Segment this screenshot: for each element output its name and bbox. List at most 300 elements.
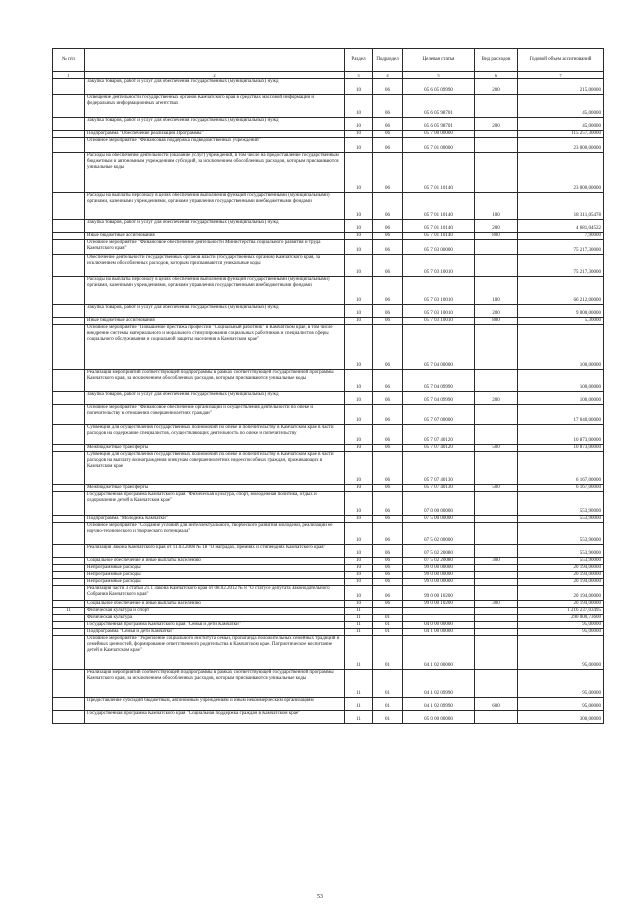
row-amount: 5,30000: [518, 318, 604, 325]
row-subsection: 06: [373, 118, 403, 131]
row-name: Реализация мероприятий соответствующей подпрограммы в рамках соответствующей государственной программы Камчатского края, за исключением обособленных расходов, которым присваиваются уникальные коды: [85, 370, 345, 392]
row-name: Закупка товаров, работ и услуг для обеспечения государственных (муниципальных) нужд: [85, 220, 345, 233]
table-row: [53, 545, 604, 558]
row-name: Непрограммные расходы: [85, 579, 345, 586]
row-name: Непрограммные расходы: [85, 572, 345, 579]
table-row: [53, 572, 604, 579]
table-row: [53, 608, 604, 615]
row-target-item: 07 5 02 20080: [403, 545, 475, 558]
table-row: [53, 277, 604, 305]
row-name: Межбюджетные трансферты: [85, 445, 345, 452]
row-expense-type: 200: [475, 220, 518, 233]
row-number: [53, 711, 85, 724]
header-annual-amount: Годовой объем ассигнований: [518, 49, 604, 72]
row-target-item: 07 5 00 00000: [403, 516, 475, 523]
row-target-item: 05 7 04 09990: [403, 370, 475, 392]
row-expense-type: [475, 240, 518, 255]
row-expense-type: [475, 516, 518, 523]
row-target-item: 05 6 05 09990: [403, 79, 475, 95]
row-section: 11: [345, 698, 373, 711]
table-row: [53, 425, 604, 445]
row-subsection: 06: [373, 445, 403, 452]
row-section: 10: [345, 95, 373, 118]
row-number: [53, 305, 85, 318]
row-expense-type: [475, 636, 518, 670]
row-name: Расходы на выплаты персоналу в целях обеспечения выполнения функций государственными (муниципальными) органами, казенными учреждениями, органами управления государственными внебюджетными фондами: [85, 277, 345, 305]
row-section: 10: [345, 131, 373, 138]
row-amount: 553,90000: [518, 545, 604, 558]
row-target-item: 07 5 02 20080: [403, 558, 475, 565]
row-section: 10: [345, 277, 373, 305]
row-amount: 45,00000: [518, 95, 604, 118]
row-target-item: 07 5 02 00000: [403, 523, 475, 545]
row-subsection: 06: [373, 370, 403, 392]
row-target-item: 04 1 02 09990: [403, 698, 475, 711]
row-name: Государственная программа Камчатского края "Физическая культура, спорт, молодежная политика, отдых и оздоровление детей в Камчатском крае": [85, 492, 345, 516]
row-subsection: 06: [373, 318, 403, 325]
table-row: [53, 118, 604, 131]
row-target-item: 05 7 07 40130: [403, 452, 475, 485]
row-section: 11: [345, 622, 373, 629]
table-row: [53, 586, 604, 601]
row-number: [53, 325, 85, 370]
row-number: [53, 545, 85, 558]
row-number: [53, 445, 85, 452]
row-section: 10: [345, 392, 373, 405]
row-target-item: 05 7 04 09990: [403, 392, 475, 405]
row-subsection: 06: [373, 565, 403, 572]
table-row: [53, 558, 604, 565]
row-expense-type: [475, 452, 518, 485]
row-number: [53, 240, 85, 255]
row-subsection: 06: [373, 425, 403, 445]
row-amount: 20 194,00000: [518, 601, 604, 608]
row-amount: 95,00000: [518, 622, 604, 629]
row-subsection: 01: [373, 670, 403, 698]
table-row: [53, 636, 604, 670]
table-row: [53, 622, 604, 629]
row-amount: 23 000,00000: [518, 153, 604, 193]
row-expense-type: 200: [475, 118, 518, 131]
header-target-item: Целевая статья: [403, 49, 475, 72]
row-target-item: 05 7 03 10010: [403, 305, 475, 318]
table-row: [53, 255, 604, 277]
table-row: [53, 79, 604, 95]
row-section: 10: [345, 255, 373, 277]
row-target-item: 04 1 02 09990: [403, 670, 475, 698]
row-number: [53, 233, 85, 240]
row-section: 10: [345, 240, 373, 255]
column-index: 2: [85, 72, 345, 79]
row-amount: 10 873,00000: [518, 425, 604, 445]
table-row: [53, 220, 604, 233]
row-section: 10: [345, 485, 373, 492]
row-section: 11: [345, 636, 373, 670]
row-section: 10: [345, 492, 373, 516]
table-row: [53, 193, 604, 220]
column-index: 1: [53, 72, 85, 79]
row-section: 10: [345, 565, 373, 572]
row-expense-type: 500: [475, 485, 518, 492]
row-number: [53, 318, 85, 325]
row-expense-type: [475, 492, 518, 516]
row-section: 10: [345, 572, 373, 579]
table-row: [53, 711, 604, 724]
row-number: [53, 523, 85, 545]
row-subsection: 06: [373, 485, 403, 492]
row-section: 10: [345, 193, 373, 220]
row-subsection: 01: [373, 636, 403, 670]
row-expense-type: 300: [475, 601, 518, 608]
row-section: 10: [345, 579, 373, 586]
row-subsection: 06: [373, 325, 403, 370]
budget-table-sheet: [52, 48, 603, 724]
row-name: Закупка товаров, работ и услуг для обеспечения государственных (муниципальных) нужд: [85, 392, 345, 405]
row-section: 11: [345, 711, 373, 724]
row-section: 10: [345, 305, 373, 318]
table-row: [53, 516, 604, 523]
row-subsection: 06: [373, 95, 403, 118]
row-section: 10: [345, 79, 373, 95]
row-expense-type: [475, 565, 518, 572]
row-target-item: 05 7 03 10010: [403, 318, 475, 325]
row-expense-type: [475, 131, 518, 138]
row-section: 10: [345, 558, 373, 565]
row-subsection: 06: [373, 79, 403, 95]
row-target-item: 05 7 03 10010: [403, 255, 475, 277]
row-expense-type: [475, 572, 518, 579]
row-number: [53, 95, 85, 118]
table-row: [53, 452, 604, 485]
row-expense-type: [475, 370, 518, 392]
row-name: Государственная программа Камчатского края "Семья и дети Камчатки": [85, 622, 345, 629]
row-section: 10: [345, 220, 373, 233]
header-number: № п/п: [53, 49, 85, 72]
table-row: [53, 698, 604, 711]
row-name: Социальное обеспечение и иные выплаты населению: [85, 558, 345, 565]
column-index: 3: [345, 72, 373, 79]
row-expense-type: [475, 579, 518, 586]
table-header-row: [53, 49, 604, 72]
row-expense-type: 200: [475, 392, 518, 405]
row-expense-type: 600: [475, 698, 518, 711]
row-name: Иные бюджетные ассигнования: [85, 233, 345, 240]
row-subsection: 06: [373, 579, 403, 586]
header-name: [85, 49, 345, 72]
row-amount: 20 194,00000: [518, 565, 604, 572]
row-amount: 95,00000: [518, 636, 604, 670]
column-index: 5: [403, 72, 475, 79]
row-subsection: 01: [373, 615, 403, 622]
row-expense-type: [475, 608, 518, 615]
row-name: Закупка товаров, работ и услуг для обеспечения государственных (муниципальных) нужд: [85, 305, 345, 318]
row-amount: 17 040,00000: [518, 405, 604, 425]
row-section: 10: [345, 370, 373, 392]
row-subsection: [373, 608, 403, 615]
row-target-item: 05 7 01 10140: [403, 220, 475, 233]
row-section: 10: [345, 153, 373, 193]
row-expense-type: 100: [475, 193, 518, 220]
row-target-item: 05 6 05 98701: [403, 118, 475, 131]
row-number: [53, 153, 85, 193]
row-amount: 75 217,30000: [518, 240, 604, 255]
row-name: Основное мероприятие "Финансовое обеспечение организации и осуществления деятельности по опеке и попечительству в отношении совершеннолетних граждан": [85, 405, 345, 425]
budget-allocation-table: [52, 48, 604, 724]
row-amount: 100,00000: [518, 325, 604, 370]
row-expense-type: 200: [475, 305, 518, 318]
row-target-item: 05 7 07 00000: [403, 405, 475, 425]
row-number: [53, 572, 85, 579]
row-section: 11: [345, 615, 373, 622]
table-row: [53, 305, 604, 318]
row-subsection: 06: [373, 240, 403, 255]
row-expense-type: [475, 523, 518, 545]
column-index: 4: [373, 72, 403, 79]
row-name: Расходы на выплаты персоналу в целях обеспечения выполнения функций государственными (муниципальными) органами, казенными учреждениями, органами управления государственными внебюджетными фондами: [85, 193, 345, 220]
row-target-item: 04 1 02 00000: [403, 636, 475, 670]
row-amount: 45,00000: [518, 118, 604, 131]
table-row: [53, 615, 604, 622]
row-expense-type: 100: [475, 277, 518, 305]
row-target-item: 99 0 00 00000: [403, 565, 475, 572]
row-name: Основное мероприятие "Финансовое обеспечение деятельности Министерства социального развития и труда Камчатского края": [85, 240, 345, 255]
row-expense-type: [475, 255, 518, 277]
row-number: [53, 405, 85, 425]
row-name: Подпрограмма "Семья и дети Камчатки": [85, 629, 345, 636]
row-subsection: 01: [373, 629, 403, 636]
row-amount: 553,90000: [518, 492, 604, 516]
row-section: 10: [345, 545, 373, 558]
row-subsection: 06: [373, 153, 403, 193]
row-name: Физическая культура: [85, 615, 345, 622]
row-expense-type: [475, 153, 518, 193]
row-target-item: 05 7 01 10140: [403, 153, 475, 193]
row-expense-type: 200: [475, 79, 518, 95]
row-name: Иные бюджетные ассигнования: [85, 318, 345, 325]
row-target-item: [403, 615, 475, 622]
row-name: Реализация Закона Камчатского края от 11.03.2008 № 18 "О наградах, премиях и стипендиях Камчатского края": [85, 545, 345, 558]
row-section: 10: [345, 138, 373, 153]
row-number: [53, 629, 85, 636]
row-amount: 6 167,00000: [518, 452, 604, 485]
row-target-item: 05 7 07 40120: [403, 445, 475, 452]
row-target-item: 05 7 07 40120: [403, 425, 475, 445]
row-target-item: 99 0 00 10200: [403, 586, 475, 601]
table-row: [53, 131, 604, 138]
column-index-row: [53, 72, 604, 79]
table-row: [53, 670, 604, 698]
row-amount: 215,00000: [518, 79, 604, 95]
table-body: [53, 79, 604, 724]
row-expense-type: [475, 622, 518, 629]
row-target-item: 04 0 00 00000: [403, 622, 475, 629]
row-amount: 6 167,00000: [518, 485, 604, 492]
row-name: Освещение деятельности государственных органов Камчатского края в средствах массовой информации и федеральных информационных агентствах: [85, 95, 345, 118]
row-number: [53, 277, 85, 305]
row-section: 10: [345, 601, 373, 608]
page-number: 53: [317, 894, 323, 900]
row-name: Социальное обеспечение и иные выплаты населению: [85, 601, 345, 608]
row-expense-type: [475, 629, 518, 636]
row-number: [53, 615, 85, 622]
table-row: [53, 405, 604, 425]
row-name: Основное мероприятие "Повышение престижа профессии "Социальный работник" в Камчатском крае, в том числе внедрение системы материального и морального стимулирования социальных работников и специалистов сферы социального обслуживания и социальной защиты населения в Камчатском крае": [85, 325, 345, 370]
row-subsection: 06: [373, 572, 403, 579]
row-section: 10: [345, 405, 373, 425]
table-row: [53, 138, 604, 153]
row-amount: 100,00000: [518, 392, 604, 405]
row-section: 10: [345, 118, 373, 131]
row-number: [53, 425, 85, 445]
row-amount: 300,00000: [518, 711, 604, 724]
row-subsection: 06: [373, 138, 403, 153]
row-expense-type: [475, 95, 518, 118]
row-number: [53, 255, 85, 277]
row-number: [53, 452, 85, 485]
row-amount: 95,00000: [518, 698, 604, 711]
row-section: 10: [345, 325, 373, 370]
row-target-item: 99 0 00 00000: [403, 572, 475, 579]
row-number: [53, 79, 85, 95]
row-target-item: 05 6 05 98701: [403, 95, 475, 118]
row-expense-type: [475, 545, 518, 558]
row-amount: 95,00000: [518, 670, 604, 698]
row-target-item: 05 7 00 00000: [403, 131, 475, 138]
row-expense-type: [475, 670, 518, 698]
row-expense-type: [475, 615, 518, 622]
row-number: [53, 565, 85, 572]
row-number: 11: [53, 608, 85, 615]
row-amount: 23 000,00000: [518, 138, 604, 153]
header-expense-type: Вид расходов: [475, 49, 518, 72]
row-amount: 18 311,05478: [518, 193, 604, 220]
column-index: 6: [475, 72, 518, 79]
row-subsection: 06: [373, 492, 403, 516]
row-amount: 75 217,30000: [518, 255, 604, 277]
row-subsection: 06: [373, 452, 403, 485]
row-amount: 115 257,30000: [518, 131, 604, 138]
row-number: [53, 138, 85, 153]
row-subsection: 06: [373, 545, 403, 558]
row-target-item: 05 7 03 10010: [403, 277, 475, 305]
row-target-item: 05 0 00 00000: [403, 711, 475, 724]
row-subsection: 06: [373, 131, 403, 138]
row-amount: 290 000,73600: [518, 615, 604, 622]
row-number: [53, 492, 85, 516]
row-target-item: 04 1 00 00000: [403, 629, 475, 636]
row-section: 10: [345, 523, 373, 545]
row-name: Государственная программа Камчатского края "Социальная поддержка граждан в Камчатском крае": [85, 711, 345, 724]
row-amount: 7,90000: [518, 233, 604, 240]
row-number: [53, 670, 85, 698]
row-amount: 4 681,04522: [518, 220, 604, 233]
table-row: [53, 579, 604, 586]
row-name: Реализация части 3 статьи 21.1 Закона Камчатского края от 08.02.2012 № 8 "О статусе депутата Законодательного Собрания Камчатского края": [85, 586, 345, 601]
row-number: [53, 601, 85, 608]
row-target-item: 05 7 04 00000: [403, 325, 475, 370]
row-expense-type: 800: [475, 233, 518, 240]
row-subsection: 01: [373, 698, 403, 711]
row-number: [53, 118, 85, 131]
row-target-item: [403, 608, 475, 615]
row-amount: 9 000,00000: [518, 305, 604, 318]
row-target-item: 99 0 00 00000: [403, 579, 475, 586]
row-name: Подпрограмма "Обеспечение реализации Программы": [85, 131, 345, 138]
row-name: Субвенции для осуществления государственных полномочий по опеке и попечительству в Камчатском крае в части расходов на содержание специалистов, осуществляющих деятельность по опеке и попечительству: [85, 425, 345, 445]
row-section: 10: [345, 516, 373, 523]
row-section: 10: [345, 233, 373, 240]
table-row: [53, 325, 604, 370]
row-target-item: 05 7 03 00000: [403, 240, 475, 255]
row-expense-type: 800: [475, 318, 518, 325]
table-row: [53, 485, 604, 492]
table-row: [53, 492, 604, 516]
table-row: [53, 629, 604, 636]
row-subsection: 06: [373, 392, 403, 405]
row-name: Подпрограмма "Молодежь Камчатки": [85, 516, 345, 523]
row-amount: 10 873,00000: [518, 445, 604, 452]
row-number: [53, 392, 85, 405]
row-section: 10: [345, 318, 373, 325]
row-amount: 553,90000: [518, 523, 604, 545]
row-subsection: 06: [373, 220, 403, 233]
row-subsection: 06: [373, 586, 403, 601]
row-name: Реализация мероприятий соответствующей подпрограммы в рамках соответствующей государственной программы Камчатского края, за исключением обособленных расходов, которым присваиваются уникальные коды: [85, 670, 345, 698]
row-target-item: 99 0 00 10200: [403, 601, 475, 608]
row-number: [53, 558, 85, 565]
row-number: [53, 485, 85, 492]
row-name: Закупка товаров, работ и услуг для обеспечения государственных (муниципальных) нужд: [85, 79, 345, 95]
row-amount: 20 194,00000: [518, 572, 604, 579]
row-number: [53, 579, 85, 586]
row-section: 11: [345, 608, 373, 615]
row-number: [53, 131, 85, 138]
row-name: Основное мероприятие "Создание условий для интеллектуального, творческого развития молодежи, реализации ее научно-технического и творческого потенциала": [85, 523, 345, 545]
row-subsection: 01: [373, 622, 403, 629]
table-row: [53, 601, 604, 608]
row-amount: 553,90000: [518, 558, 604, 565]
row-expense-type: [475, 138, 518, 153]
table-row: [53, 233, 604, 240]
row-subsection: 06: [373, 558, 403, 565]
row-name: Закупка товаров, работ и услуг для обеспечения государственных (муниципальных) нужд: [85, 118, 345, 131]
row-name: Основное мероприятие "Укрепление социального института семьи, пропаганда положительных семейных традиций и семейных ценностей, формирование ответственного родительства в Камчатском крае. Патриотическое воспитание детей в Камчатском крае": [85, 636, 345, 670]
row-subsection: 06: [373, 305, 403, 318]
row-section: 10: [345, 452, 373, 485]
row-amount: 100,00000: [518, 370, 604, 392]
table-row: [53, 370, 604, 392]
row-name: Расходы на обеспечение деятельности (оказание услуг) учреждений, в том числе на предоставление государственным бюджетным и автономным учреждениям субсидий, за исключением обособленных расходов, которым присваиваются уникальные коды: [85, 153, 345, 193]
row-name: Предоставление субсидий бюджетным, автономным учреждениям и иным некоммерческим организациям: [85, 698, 345, 711]
row-expense-type: 500: [475, 445, 518, 452]
row-target-item: 07 0 00 00000: [403, 492, 475, 516]
row-subsection: 06: [373, 523, 403, 545]
row-target-item: 05 7 01 10140: [403, 233, 475, 240]
row-amount: 95,00000: [518, 629, 604, 636]
table-row: [53, 153, 604, 193]
row-expense-type: [475, 325, 518, 370]
table-row: [53, 445, 604, 452]
row-subsection: 06: [373, 277, 403, 305]
row-number: [53, 636, 85, 670]
row-number: [53, 586, 85, 601]
table-row: [53, 240, 604, 255]
row-section: 10: [345, 425, 373, 445]
row-subsection: 01: [373, 711, 403, 724]
row-subsection: 06: [373, 255, 403, 277]
table-row: [53, 95, 604, 118]
row-expense-type: [475, 405, 518, 425]
